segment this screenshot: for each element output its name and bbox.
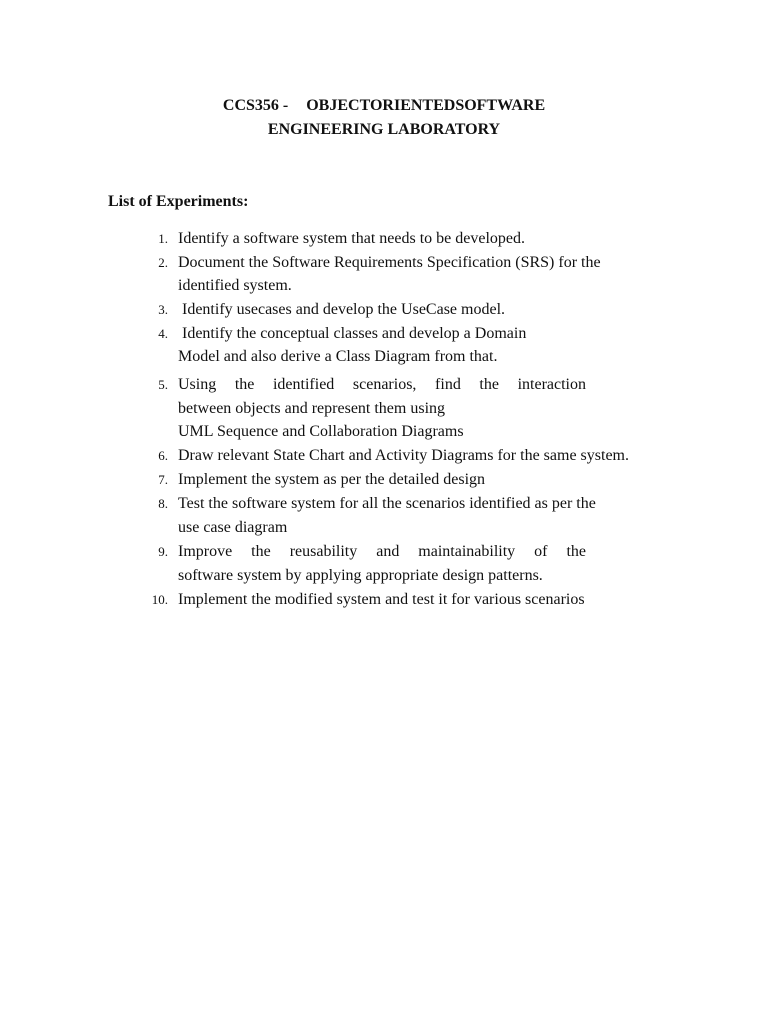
- course-name: OBJECTORIENTEDSOFTWARE: [306, 97, 546, 114]
- experiment-text: Implement the modified system and test it for various scenarios: [178, 591, 585, 608]
- experiment-text: Improve the reusability and maintainability of the: [178, 543, 586, 560]
- experiment-number: 10.: [151, 592, 168, 607]
- title-line-2: ENGINEERING LABORATORY: [267, 121, 501, 138]
- experiment-number: 9.: [158, 544, 168, 559]
- course-code: CCS356 -: [222, 97, 289, 114]
- experiment-text: between objects and represent them using: [178, 400, 446, 417]
- experiment-number: 7.: [158, 472, 168, 487]
- experiment-number: 3.: [158, 302, 168, 317]
- experiment-text: Test the software system for all the scenarios identified as per the: [178, 495, 596, 512]
- experiment-text: UML Sequence and Collaboration Diagrams: [178, 423, 464, 440]
- experiment-text: Using the identified scenarios, find the interaction: [178, 376, 586, 393]
- experiment-number: 2.: [158, 255, 168, 270]
- experiment-text: use case diagram: [178, 519, 288, 536]
- experiment-number: 1.: [158, 231, 168, 246]
- experiment-text: Identify a software system that needs to be developed.: [178, 230, 525, 247]
- experiment-text: Document the Software Requirements Specification (SRS) for the: [178, 254, 601, 271]
- experiment-number: 4.: [158, 326, 168, 341]
- experiment-text: Implement the system as per the detailed design: [178, 471, 486, 488]
- experiment-text: Identify usecases and develop the UseCase model.: [178, 301, 506, 318]
- experiment-number: 6.: [158, 448, 168, 463]
- experiment-number: 5.: [158, 377, 168, 392]
- experiment-text: Identify the conceptual classes and develop a Domain: [178, 325, 527, 342]
- experiment-number: 8.: [158, 496, 168, 511]
- experiment-text: identified system.: [178, 277, 292, 294]
- experiment-text: Model and also derive a Class Diagram from that.: [178, 348, 498, 365]
- experiment-text: Draw relevant State Chart and Activity Diagrams for the same system.: [178, 447, 629, 464]
- section-heading: List of Experiments:: [108, 193, 249, 210]
- experiment-text: software system by applying appropriate design patterns.: [178, 567, 543, 584]
